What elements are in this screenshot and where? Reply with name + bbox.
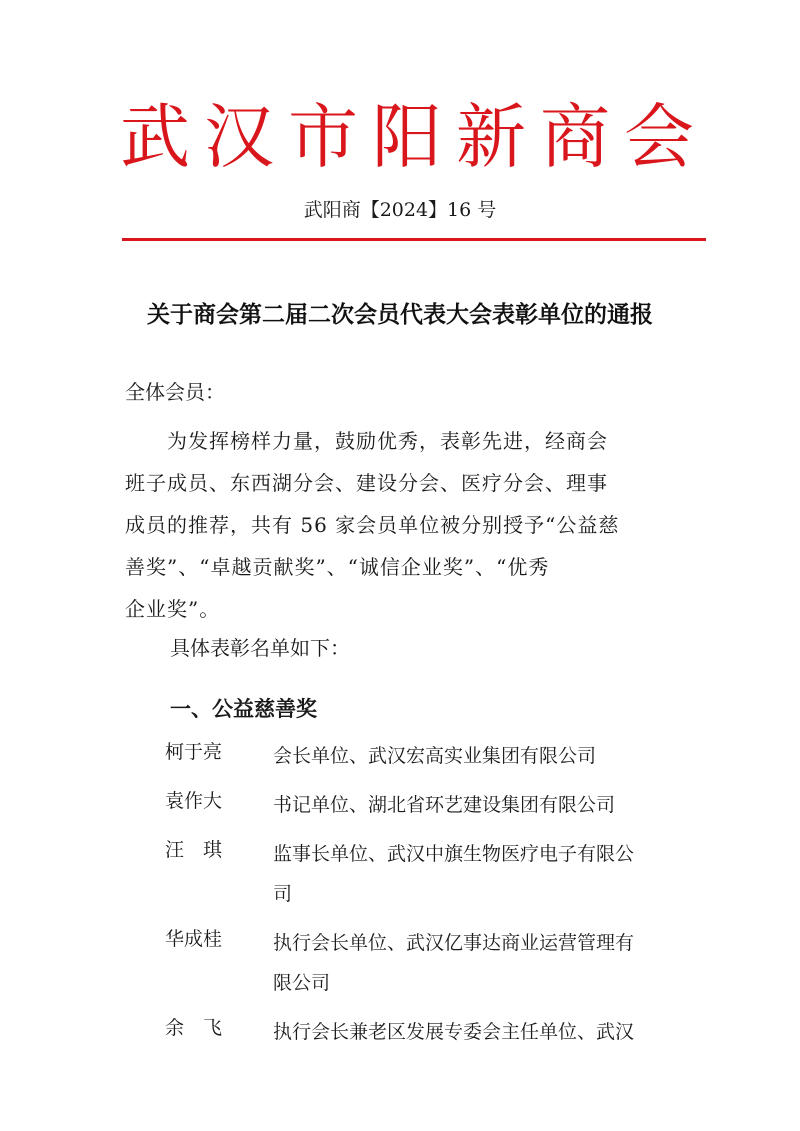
awardee-org-line: 执行会长兼老区发展专委会主任单位、武汉 (273, 1021, 635, 1043)
awardee-org (273, 785, 685, 825)
awardee-org-line: 监事长单位、武汉中旗生物医疗电子有限公 (273, 843, 635, 865)
awardee-org (273, 1012, 685, 1052)
body-line: 班子成员、东西湖分会、建设分会、医疗分会、理事 (125, 471, 608, 495)
awardee-name: 华成桂 (165, 928, 223, 950)
awardee-row (165, 785, 685, 825)
awardee-org (273, 736, 685, 776)
awardee-list (165, 736, 685, 1061)
awardee-org-line: 限公司 (273, 972, 331, 994)
body-line: 企业奖”。 (125, 597, 221, 621)
awardee-org (273, 923, 685, 1003)
red-divider (122, 238, 706, 241)
body-line: 善奖”、“卓越贡献奖”、“诚信企业奖”、“优秀 (125, 555, 550, 579)
org-masthead: 武汉市阳新商会 (120, 96, 708, 178)
awardee-org-line: 书记单位、湖北省环艺建设集团有限公司 (273, 794, 616, 816)
body-line: 为发挥榜样力量，鼓励优秀，表彰先进，经商会 (125, 429, 608, 453)
awardee-row (165, 736, 685, 776)
awardee-name: 余 飞 (165, 1017, 223, 1039)
awardee-name: 汪 琪 (165, 839, 223, 861)
section-heading-charity: 一、公益慈善奖 (170, 697, 317, 721)
awardee-name: 柯于亮 (165, 741, 223, 763)
awardee-org-line: 执行会长单位、武汉亿事达商业运营管理有 (273, 932, 635, 954)
awardee-row (165, 1012, 685, 1052)
document-number: 武阳商【2024】16 号 (303, 199, 497, 221)
body-paragraph (125, 420, 685, 630)
awardee-org-line: 司 (273, 883, 293, 905)
list-intro: 具体表彰名单如下： (170, 636, 350, 660)
awardee-name: 袁作大 (165, 790, 223, 812)
awardee-org (273, 834, 685, 914)
awardee-row (165, 923, 685, 1003)
awardee-org-line: 会长单位、武汉宏高实业集团有限公司 (273, 745, 597, 767)
document-title: 关于商会第二届二次会员代表大会表彰单位的通报 (147, 302, 653, 328)
salutation: 全体会员： (125, 380, 225, 404)
awardee-row (165, 834, 685, 914)
body-line: 成员的推荐，共有 56 家会员单位被分别授予“公益慈 (125, 513, 620, 537)
